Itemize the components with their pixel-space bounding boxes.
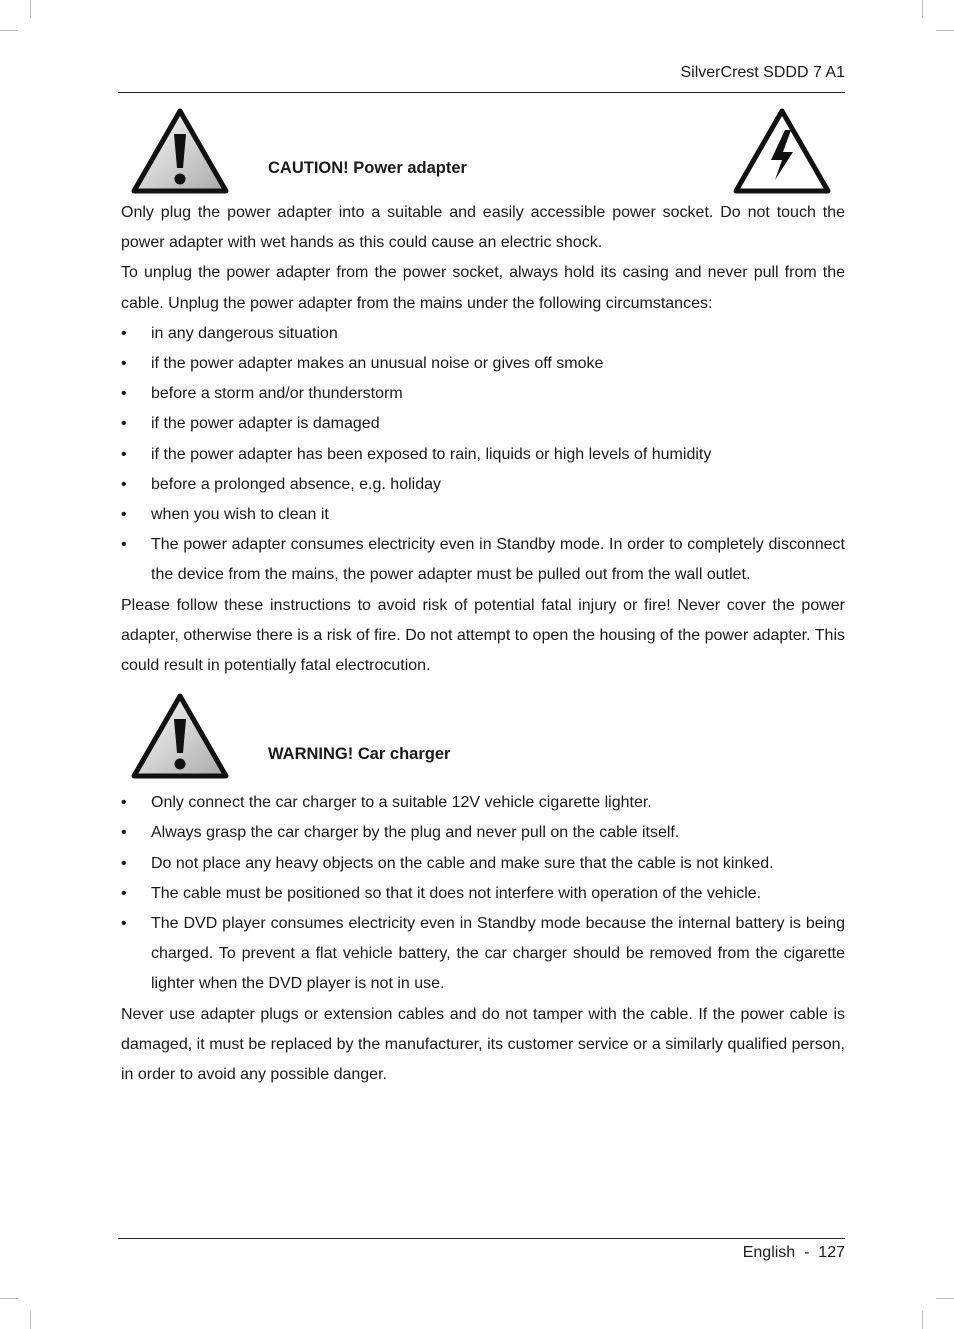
warning-row: [121, 693, 845, 788]
list-item: • The power adapter consumes electricity even in Standby mode. In order to completely disconnect the device from the mains, the power adapter must be pulled out from the wall outlet.: [121, 530, 845, 590]
caution-heading: CAUTION! Power adapter: [268, 159, 467, 177]
caution-paragraph-3: Please follow these instructions to avoid risk of potential fatal injury or fire! Never cover the power adapter, otherwise there is a risk of fire. Do not attempt to open the housing of the power adapter. This could result in potentially fatal electrocution.: [121, 596, 845, 675]
list-item: • Do not place any heavy objects on the cable and make sure that the cable is not kinked.: [121, 849, 845, 879]
crop-mark: [936, 30, 954, 31]
crop-mark: [0, 1298, 18, 1299]
list-item: • when you wish to clean it: [121, 500, 845, 530]
list-item: • before a storm and/or thunderstorm: [121, 379, 845, 409]
warning-triangle-icon: [131, 693, 229, 779]
caution-paragraph-2: To unplug the power adapter from the power socket, always hold its casing and never pull from the cable. Unplug the power adapter from the mains under the following circumstances:: [121, 264, 845, 312]
list-item: • if the power adapter makes an unusual noise or gives off smoke: [121, 349, 845, 379]
list-item: • The DVD player consumes electricity even in Standby mode because the internal battery is being charged. To prevent a flat vehicle battery, the car charger should be removed from the cigarette lighter when the DVD player is not in use.: [121, 909, 845, 1000]
warning-heading: WARNING! Car charger: [268, 745, 451, 764]
warning-bullet-list: [121, 788, 845, 999]
caution-paragraph-1: Only plug the power adapter into a suitable and easily accessible power socket. Do not touch the power adapter with wet hands as this could cause an electric shock.: [121, 204, 845, 252]
crop-mark: [922, 1311, 923, 1329]
list-item: • Always grasp the car charger by the plug and never pull on the cable itself.: [121, 818, 845, 848]
list-item: • if the power adapter has been exposed to rain, liquids or high levels of humidity: [121, 440, 845, 470]
page-header: [118, 62, 845, 93]
crop-mark: [30, 1311, 31, 1329]
warning-paragraph: Never use adapter plugs or extension cables and do not tamper with the cable. If the power cable is damaged, it must be replaced by the manufacturer, its customer service or a similarly qualified person, in order to avoid any possible danger.: [121, 1005, 845, 1084]
crop-mark: [0, 30, 18, 31]
page-footer: [118, 1238, 845, 1269]
caution-row: [121, 108, 845, 198]
crop-mark: [30, 0, 31, 18]
list-item: • in any dangerous situation: [121, 319, 845, 349]
page-content: [121, 108, 845, 1090]
list-item: • The cable must be positioned so that it does not interfere with operation of the vehicle.: [121, 879, 845, 909]
list-item: • Only connect the car charger to a suitable 12V vehicle cigarette lighter.: [121, 788, 845, 818]
list-item: • if the power adapter is damaged: [121, 409, 845, 439]
warning-triangle-icon: [131, 108, 229, 194]
header-title: SilverCrest SDDD 7 A1: [680, 64, 845, 81]
list-item: • before a prolonged absence, e.g. holiday: [121, 470, 845, 500]
high-voltage-icon: [733, 108, 831, 194]
page-number: English - 127: [742, 1244, 845, 1261]
crop-mark: [936, 1298, 954, 1299]
caution-bullet-list: [121, 319, 845, 591]
crop-mark: [922, 0, 923, 18]
